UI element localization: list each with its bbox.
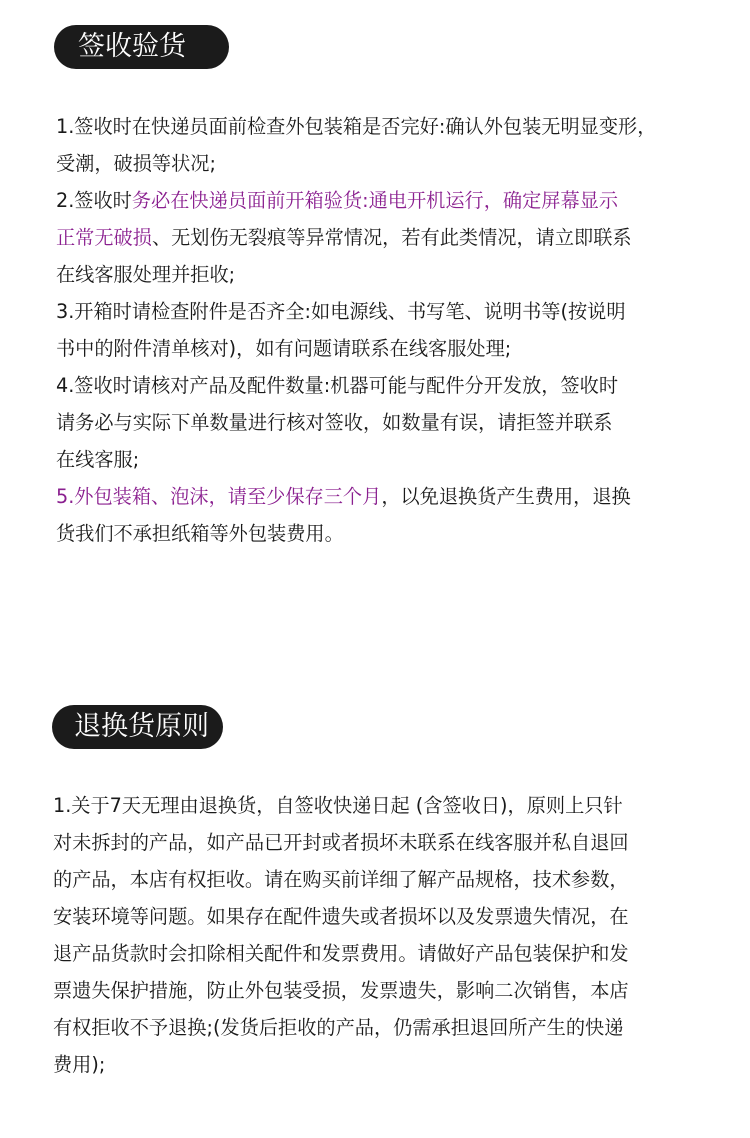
text-line — [53, 787, 629, 824]
text-segment: 2.签收时 — [56, 189, 132, 212]
text-segment: ，以免退换货产生费用，退换 — [381, 485, 631, 508]
text-segment: 退产品货款时会扣除相关配件和发票费用。请做好产品包装保护和发 — [53, 942, 629, 965]
text-line — [53, 861, 629, 898]
text-line — [56, 108, 656, 145]
text-line — [53, 1046, 629, 1083]
text-segment: 书中的附件清单核对)，如有问题请联系在线客服处理; — [56, 337, 512, 360]
text-segment: 货我们不承担纸箱等外包装费用。 — [56, 522, 344, 545]
highlighted-text: 务必在快递员面前开箱验货:通电开机运行，确定屏幕显示 — [131, 189, 619, 212]
highlighted-text: 5.外包装箱、泡沫，请至少保存三个月 — [56, 485, 382, 508]
inspection-rules-text — [56, 108, 656, 552]
text-line — [56, 515, 656, 552]
text-segment: 在线客服处理并拒收; — [56, 263, 236, 286]
text-line — [56, 293, 656, 330]
text-segment: 、无划伤无裂痕等异常情况，若有此类情况，请立即联系 — [151, 226, 632, 249]
text-line — [56, 256, 656, 293]
text-segment: 1.关于7天无理由退换货，自签收快递日起 (含签收日)，原则上只针 — [53, 794, 623, 817]
text-segment: 3.开箱时请检查附件是否齐全:如电源线、书写笔、说明书等(按说明 — [56, 300, 626, 323]
text-segment: 费用); — [53, 1053, 106, 1076]
text-line — [56, 219, 656, 256]
text-line — [56, 367, 656, 404]
highlighted-text: 正常无破损 — [56, 226, 152, 249]
text-line — [56, 478, 656, 515]
text-segment: 4.签收时请核对产品及配件数量:机器可能与配件分开发放，签收时 — [56, 374, 619, 397]
text-segment: 1.签收时在快递员面前检查外包装箱是否完好:确认外包装无明显变形， — [56, 115, 657, 138]
text-segment: 的产品，本店有权拒收。请在购买前详细了解产品规格，技术参数， — [53, 868, 629, 891]
text-line — [56, 404, 656, 441]
text-line — [53, 972, 629, 1009]
text-segment: 请务必与实际下单数量进行核对签收，如数量有误，请拒签并联系 — [56, 411, 613, 434]
text-segment: 受潮，破损等状况; — [56, 152, 216, 175]
text-segment: 在线客服; — [56, 448, 140, 471]
text-line — [56, 441, 656, 478]
text-segment: 有权拒收不予退换;(发货后拒收的产品，仍需承担退回所产生的快递 — [53, 1016, 624, 1039]
text-segment: 安装环境等问题。如果存在配件遗失或者损坏以及发票遗失情况，在 — [53, 905, 629, 928]
text-line — [53, 898, 629, 935]
text-line — [53, 935, 629, 972]
text-line — [56, 330, 656, 367]
text-line — [56, 145, 656, 182]
section-title-return-policy: 退换货原则 — [52, 705, 223, 749]
text-segment: 票遗失保护措施，防止外包装受损，发票遗失，影响二次销售，本店 — [53, 979, 629, 1002]
text-line — [53, 824, 629, 861]
text-line — [56, 182, 656, 219]
text-segment: 对未拆封的产品，如产品已开封或者损坏未联系在线客服并私自退回 — [53, 831, 629, 854]
return-policy-text — [53, 787, 629, 1083]
text-line — [53, 1009, 629, 1046]
section-title-inspection: 签收验货 — [54, 25, 229, 69]
